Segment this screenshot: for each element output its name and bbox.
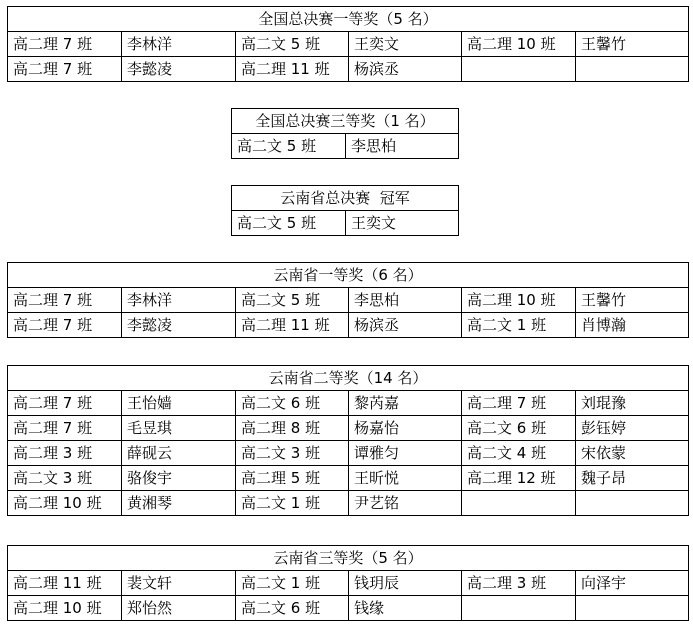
class-cell: 高二理 3 班: [8, 441, 122, 466]
empty-cell: [576, 491, 689, 516]
student-name-cell: 魏子昂: [576, 466, 689, 491]
table-row: [8, 466, 689, 491]
student-name-cell: 尹艺铭: [349, 491, 462, 516]
award-table-yunnan-second: [7, 365, 689, 516]
student-name-cell: 郑怡然: [122, 596, 236, 621]
table-row: [232, 211, 459, 236]
class-cell: 高二理 10 班: [8, 596, 122, 621]
class-cell: 高二理 7 班: [8, 313, 122, 338]
class-cell: 高二理 7 班: [462, 391, 576, 416]
student-name-cell: 杨滨丞: [349, 57, 462, 82]
table-title: 全国总决赛三等奖（1 名）: [232, 109, 459, 134]
student-name-cell: 黎芮嘉: [349, 391, 462, 416]
table-row: [8, 391, 689, 416]
class-cell: 高二理 11 班: [236, 57, 349, 82]
class-cell: 高二理 11 班: [8, 571, 122, 596]
student-name-cell: 钱玥辰: [349, 571, 462, 596]
table-row: [8, 313, 689, 338]
class-cell: 高二文 4 班: [462, 441, 576, 466]
class-cell: 高二理 7 班: [8, 288, 122, 313]
class-cell: 高二文 3 班: [236, 441, 349, 466]
table-row: [8, 441, 689, 466]
student-name-cell: 王昕悦: [349, 466, 462, 491]
student-name-cell: 肖博瀚: [576, 313, 689, 338]
class-cell: 高二理 7 班: [8, 391, 122, 416]
class-cell: 高二理 7 班: [8, 32, 122, 57]
class-cell: 高二文 6 班: [462, 416, 576, 441]
class-cell: 高二文 1 班: [462, 313, 576, 338]
student-name-cell: 李思柏: [349, 288, 462, 313]
award-table-national-third: [231, 108, 459, 159]
table-row: [8, 416, 689, 441]
student-name-cell: 黄湘琴: [122, 491, 236, 516]
class-cell: 高二文 5 班: [236, 32, 349, 57]
empty-cell: [462, 596, 576, 621]
table-row: [8, 32, 689, 57]
table-title: 全国总决赛一等奖（5 名）: [8, 7, 689, 32]
class-cell: 高二文 6 班: [236, 391, 349, 416]
class-cell: 高二理 10 班: [8, 491, 122, 516]
table-row: [8, 596, 689, 621]
student-name-cell: 王奕文: [349, 32, 462, 57]
class-cell: 高二文 1 班: [236, 491, 349, 516]
table-row: [8, 571, 689, 596]
empty-cell: [576, 596, 689, 621]
table-title: 云南省一等奖（6 名）: [8, 263, 689, 288]
student-name-cell: 王馨竹: [576, 288, 689, 313]
award-table-yunnan-champion: [231, 185, 459, 236]
award-table-yunnan-third: [7, 545, 689, 621]
student-name-cell: 王奕文: [346, 211, 459, 236]
student-name-cell: 裴文轩: [122, 571, 236, 596]
class-cell: 高二理 7 班: [8, 57, 122, 82]
class-cell: 高二理 5 班: [236, 466, 349, 491]
student-name-cell: 刘琨豫: [576, 391, 689, 416]
empty-cell: [576, 57, 689, 82]
class-cell: 高二文 5 班: [232, 211, 346, 236]
table-title: 云南省总决赛 冠军: [232, 186, 459, 211]
student-name-cell: 杨嘉怡: [349, 416, 462, 441]
class-cell: 高二理 10 班: [462, 288, 576, 313]
student-name-cell: 向泽宇: [576, 571, 689, 596]
class-cell: 高二理 10 班: [462, 32, 576, 57]
student-name-cell: 杨滨丞: [349, 313, 462, 338]
student-name-cell: 毛昱琪: [122, 416, 236, 441]
student-name-cell: 薛砚云: [122, 441, 236, 466]
student-name-cell: 宋依蒙: [576, 441, 689, 466]
student-name-cell: 王怡嫱: [122, 391, 236, 416]
class-cell: 高二理 11 班: [236, 313, 349, 338]
class-cell: 高二理 3 班: [462, 571, 576, 596]
class-cell: 高二文 6 班: [236, 596, 349, 621]
table-row: [8, 288, 689, 313]
class-cell: 高二文 5 班: [232, 134, 346, 159]
class-cell: 高二文 1 班: [236, 571, 349, 596]
empty-cell: [462, 491, 576, 516]
class-cell: 高二文 3 班: [8, 466, 122, 491]
student-name-cell: 谭雅匀: [349, 441, 462, 466]
award-table-yunnan-first: [7, 262, 689, 338]
class-cell: 高二理 7 班: [8, 416, 122, 441]
class-cell: 高二文 5 班: [236, 288, 349, 313]
table-row: [8, 57, 689, 82]
table-title: 云南省二等奖（14 名）: [8, 366, 689, 391]
student-name-cell: 彭钰婷: [576, 416, 689, 441]
student-name-cell: 钱缘: [349, 596, 462, 621]
student-name-cell: 王馨竹: [576, 32, 689, 57]
award-table-national-first: [7, 6, 689, 82]
student-name-cell: 李懿凌: [122, 313, 236, 338]
empty-cell: [462, 57, 576, 82]
class-cell: 高二理 8 班: [236, 416, 349, 441]
class-cell: 高二理 12 班: [462, 466, 576, 491]
student-name-cell: 李思柏: [346, 134, 459, 159]
student-name-cell: 李懿凌: [122, 57, 236, 82]
student-name-cell: 李林洋: [122, 288, 236, 313]
student-name-cell: 李林洋: [122, 32, 236, 57]
table-title: 云南省三等奖（5 名）: [8, 546, 689, 571]
table-row: [232, 134, 459, 159]
table-row: [8, 491, 689, 516]
student-name-cell: 骆俊宇: [122, 466, 236, 491]
